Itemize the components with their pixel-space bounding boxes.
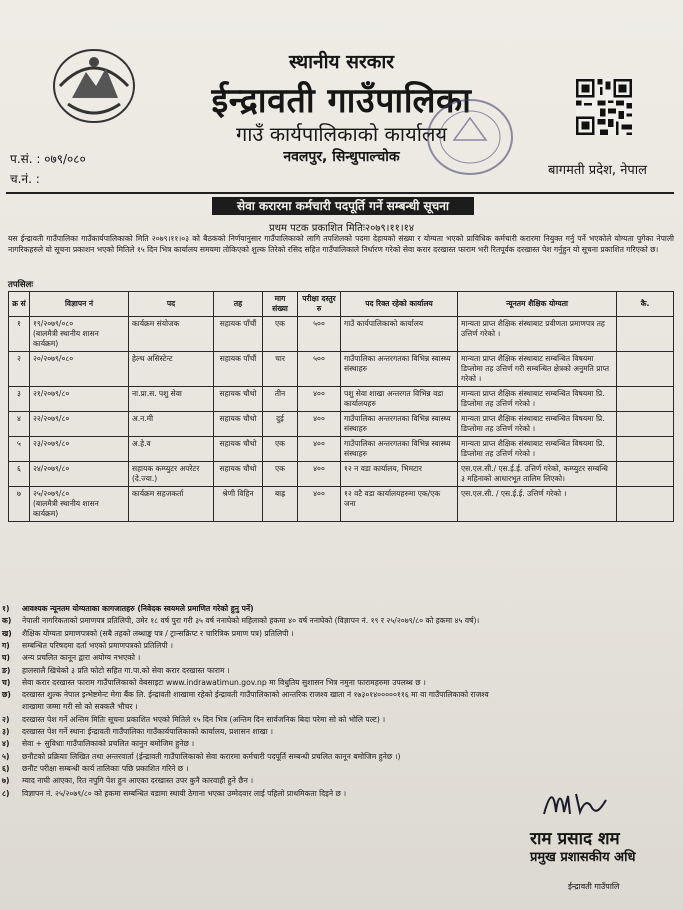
note-text: सेवा + सुविधाः गाउँपालिकाको प्रचलित कानुन बमोजिम हुनेछ । — [22, 739, 195, 749]
col-level: तह — [214, 292, 263, 317]
table-cell: मान्यता प्राप्त शैक्षिक संस्थाबाट सम्बन्धित विषयमा प्रि. डिप्लोमा तह उत्तिर्ण गरेको । — [458, 437, 617, 462]
table-cell: मान्यता प्राप्त शैक्षिक संस्थाबाट सम्बन्धित विषयमा प्रि. डिप्लोमा तह उत्तिर्ण गरेको । — [458, 412, 617, 437]
table-cell: ४ — [9, 412, 30, 437]
table-cell: तीन — [263, 387, 298, 412]
note-marker: ६) — [2, 763, 10, 773]
table-cell: पशु सेवा शाखा अन्तरगत विभिन्न वडा कार्यालयहरु — [341, 387, 458, 412]
col-demand: माग संख्या — [263, 292, 298, 317]
note-marker: ८) — [2, 788, 10, 798]
table-cell: ५०० — [298, 317, 341, 352]
handwritten-signature-icon — [540, 788, 610, 822]
government-title: स्थानीय सरकार — [288, 51, 395, 73]
table-label: तपसिलः — [8, 280, 34, 290]
note-marker: ङ) — [2, 665, 11, 675]
table-row — [9, 352, 674, 387]
table-cell: ७ — [9, 487, 30, 522]
table-cell — [617, 462, 674, 487]
table-cell: एक — [263, 462, 298, 487]
notice-title: सेवा करारमा कर्मचारी पदपूर्ति गर्ने सम्बन्धी सूचना — [212, 197, 474, 215]
table-cell: सहायक कम्प्युटर अपरेटर (दे.ज्या.) — [129, 462, 214, 487]
table-cell: एस.एल.सी./ एस.ई.ई. उत्तिर्ण गरेको, कम्प्युटर सम्बन्धि ३ महिनाको आधारभूत तालिम लिएको। — [458, 462, 617, 487]
table-cell: मान्यता प्राप्त शैक्षिक संस्थाबाट प्रवीणता प्रमाणपत्र तह उत्तिर्ण गरेको । — [458, 317, 617, 352]
note-marker: ग) — [2, 640, 10, 650]
table-cell: सहायक चौथो — [214, 412, 263, 437]
table-cell: सहायक चौथो — [214, 462, 263, 487]
note-marker: ७) — [2, 776, 10, 786]
note-text: विज्ञापन नं. २५/२०७९/८० को हकमा सम्बन्धित वडामा स्थायी ठेगाना भएका उम्मेदवार लाई पहिलो प्राथमिकता दिइने छ । — [22, 788, 347, 798]
table-cell: सहायक पाँचौं — [214, 352, 263, 387]
table-cell: १ — [9, 317, 30, 352]
table-cell: मान्यता प्राप्त शैक्षिक संस्थाबाट सम्बन्धित विषयमा डिप्लोमा तह उत्तिर्ण गरी सम्बन्धित क्षेत्रको अनुमति प्राप्त गरेको । — [458, 352, 617, 387]
note-marker: क) — [2, 616, 12, 626]
table-cell: १२ वटै वडा कार्यालयहरुमा एक/एक जना — [341, 487, 458, 522]
col-ad-number: विज्ञापन नं — [30, 292, 129, 317]
table-row — [9, 317, 674, 352]
note-text: दरखास्त शुल्क नेपाल इन्भेष्टमेन्ट मेगा बैंक लि. ईन्द्रावती शाखामा रहेको ईन्द्रावती गाउँपालिकाको आन्तरिक राजश्व खाता नं १७३०१४०००००११६ मा वा गाउँपालिकाको राजश्व — [22, 690, 489, 700]
table-cell: सहायक पाँचौं — [214, 317, 263, 352]
note-marker: ३) — [2, 727, 10, 736]
signatory-org: ईन्द्रावती गाउँपालि — [568, 882, 620, 891]
table-cell: २१/२०७९/८० — [30, 387, 129, 412]
signatory-title: प्रमुख प्रशासकीय अधि — [530, 850, 636, 865]
table-cell: हेल्थ असिस्टेन्ट — [129, 352, 214, 387]
table-header-row — [9, 292, 674, 317]
note-text: सम्बन्धित परिषदमा दर्ता भएको प्रमाणपत्रको प्रतिलिपी । — [22, 640, 173, 650]
note-marker: ५) — [2, 751, 10, 761]
note-text: छनौट परीक्षा सम्बन्धी कार्य तालिकाः पछि प्रकाशित गरिने छ । — [22, 763, 189, 773]
table-row — [9, 437, 674, 462]
note-text: दरखास्त पेश गर्ने स्थानः ईन्द्रावती गाउँपालिका गाउँकार्यपालिकाको कार्यालय, प्रशासन शाखा । — [22, 727, 273, 736]
table-cell — [617, 317, 674, 352]
table-cell: एक — [263, 437, 298, 462]
publication-date: प्रथम पटक प्रकाशित मितिः२०७९।११।१४ — [268, 223, 415, 234]
note-marker: छ) — [2, 690, 11, 700]
table-cell: ५ — [9, 437, 30, 462]
note-item — [2, 764, 672, 774]
note-item — [2, 604, 672, 614]
table-cell: १९/२०७९/०८० (बालमैत्री स्थानीय शासन कार्यक्रम) — [30, 317, 129, 352]
table-cell: कार्यक्रम संयोजक — [129, 317, 214, 352]
table-cell — [617, 437, 674, 462]
note-marker: १) — [2, 604, 10, 613]
table-cell: गाउँपालिका अन्तरगतका विभिन्न स्वास्थ्य संस्थाहरु — [341, 352, 458, 387]
col-remarks: कै. — [617, 292, 674, 317]
table-cell: चार — [263, 352, 298, 387]
table-cell: २२/२०७९/८० — [30, 412, 129, 437]
table-cell: अ.हे.व — [129, 437, 214, 462]
table-cell — [617, 387, 674, 412]
note-item — [2, 715, 672, 725]
note-item — [2, 739, 672, 749]
note-text: आवश्यक न्यूनतम योग्यताका कागजातहरु (निवेदक स्वयमले प्रमाणित गरेको हुनु पर्ने) — [22, 604, 254, 613]
col-position: पद — [129, 292, 214, 317]
table-cell: ४०० — [298, 387, 341, 412]
note-marker: घ) — [2, 653, 10, 663]
col-office: पद रिक्त रहेको कार्यालय — [341, 292, 458, 317]
table-cell: ना.प्रा.स. पशु सेवा — [129, 387, 214, 412]
table-row — [9, 387, 674, 412]
qr-code-icon — [576, 74, 632, 140]
note-marker: ४) — [2, 739, 10, 749]
table-cell: ४०० — [298, 437, 341, 462]
table-cell: एस.एल.सी. / एस.ई.ई. उत्तिर्ण गरेको । — [458, 487, 617, 522]
table-cell: कार्यक्रम सहजकर्ता — [129, 487, 214, 522]
note-marker: ख) — [2, 628, 12, 638]
table-cell: २ — [9, 352, 30, 387]
municipality-title: ईन्द्रावती गाउँपालिका — [211, 81, 472, 121]
note-item — [2, 616, 672, 626]
table-cell: १२ न वडा कार्यालय, भिमटार — [341, 462, 458, 487]
table-cell: गाउँपालिका अन्तरगतका विभिन्न स्वास्थ्य संस्थाहरु — [341, 412, 458, 437]
note-text: नेपाली नागरिकताको प्रमाणपत्र प्रतिलिपी, उमेर १८ वर्ष पुरा गरी ३५ वर्ष ननाघेको महिलाको हकमा ४० वर्ष ननाघेको (विज्ञापन नं. १९ र २५/२०७९/८० को हकमा ४५ वर्ष)। — [22, 616, 480, 626]
table-cell: बाह्र — [263, 487, 298, 522]
note-text: दरखास्त पेश गर्ने अन्तिम मितिः सूचना प्रकाशित भएको मितिले १५ दिन भित्र (अन्तिम दिन सार्वजनिक बिदा परेमा सो को भोलि पल्ट) । — [22, 714, 386, 724]
table-cell: ४०० — [298, 487, 341, 522]
office-stamp-icon — [424, 96, 516, 178]
table-cell: श्रेणी विहिन — [214, 487, 263, 522]
note-item — [2, 666, 672, 676]
table-cell: अ.न.मी — [129, 412, 214, 437]
vacancy-table — [8, 291, 674, 522]
table-cell — [617, 412, 674, 437]
table-cell: २३/२०७९/८० — [30, 437, 129, 462]
col-fee: परीक्षा दस्तुर रु — [298, 292, 341, 317]
table-cell: सहायक चौथो — [214, 437, 263, 462]
note-item — [2, 678, 672, 688]
col-qualification: न्यूनतम शैक्षिक योग्यता — [458, 292, 617, 317]
table-cell: सहायक चौथो — [214, 387, 263, 412]
table-cell: गाउँ कार्यपालिकाको कार्यालय — [341, 317, 458, 352]
province-label: बागमती प्रदेश, नेपाल — [548, 163, 647, 178]
table-cell: गाउँपालिका अन्तरगतका विभिन्न स्वास्थ्य संस्थाहरु — [341, 437, 458, 462]
table-cell: ३ — [9, 387, 30, 412]
table-cell: ४०० — [298, 412, 341, 437]
intro-paragraph: यस ईन्द्रावती गाउँपालिका गाउँकार्यपालिकाको मिति २०७९।११।०३ को बैठकको निर्णयानुसार गाउँपालिकाको लागि तपशिलको पदमा देहायको संख्या र योग्यता भएको प्राविधिक कर्मचारी करारमा नियुक्त गर्नु पर्ने भएकोले योग्यता पुगेका नेपाली नागरिकहरुले यो सूचना प्रकाशन भएको मितिले १५ दिन भित्र कार्यालय समयमा तोकिएको शुल्क तिरेको रसिद सहित गाउँपालिकाले निर्धारण गरेको सेवा करार दरखास्त फाराम भरी रितपूर्वक दरखास्त पेश गर्नुहुन यो सूचना प्रकाशित गरिएको छ। — [8, 234, 674, 254]
table-cell: ६ — [9, 462, 30, 487]
table-cell: ४०० — [298, 462, 341, 487]
note-text: म्याद नाघी आएका, रित नपुगि पेश हुन आएका दरखास्त उपर कुनै कारवाही हुने छैन । — [22, 776, 254, 786]
note-marker: २) — [2, 714, 10, 724]
table-cell: मान्यता प्राप्त शैक्षिक संस्थाबाट सम्बन्धित विषयमा प्रि. डिप्लोमा तह उत्तिर्ण गरेको । — [458, 387, 617, 412]
fiscal-year-label: प.सं. : ०७९/०८० — [10, 152, 86, 166]
table-cell — [617, 352, 674, 387]
note-text: छनौटको प्रक्रियाः लिखित तथा अन्तरवार्ता (ईन्द्रावती गाउँपालिकाको सेवा करारमा कर्मचारी पदपूर्ति सम्बन्धी प्रचलित कानून बमोजिम हुनेछ ।) — [22, 751, 401, 761]
note-item — [2, 641, 672, 651]
signatory-name: राम प्रसाद शम — [530, 829, 620, 849]
table-row — [9, 487, 674, 522]
dispatch-number-label: च.नं. : — [10, 172, 40, 186]
office-title: गाउँ कार्यपालिकाको कार्यालय — [235, 122, 448, 146]
table-cell: एक — [263, 317, 298, 352]
office-address: नवलपुर, सिन्धुपाल्चोक — [283, 149, 400, 165]
note-text: सेवा करार दरखास्त फाराम गाउँपालिकाको वेबसाइटः www.indrawatimun.gov.np मा विधुतिय सुशासन भित्र नमुना फारामहरुमा उपलब्ध छ । — [22, 677, 426, 687]
note-marker: च) — [2, 677, 11, 687]
note-text: हालसालै खिचेको ३ प्रति फोटो सहित गा.पा.को सेवा करार दरखास्त फाराम । — [22, 665, 230, 675]
note-item — [2, 690, 672, 700]
note-item — [2, 653, 672, 663]
note-text: शाखामा जम्मा गरी सो को सक्कलै भौचर । — [22, 702, 138, 712]
table-row — [9, 462, 674, 487]
note-text: शैक्षिक योग्यता प्रमाणपत्रको (सबै तहको लब्धाङ्क पत्र / ट्रान्सक्रिप्ट र चारित्रिक प्रमाण पत्र) प्रतिलिपी । — [22, 628, 294, 638]
col-serial: क्र सं — [9, 292, 30, 317]
header-divider — [6, 192, 674, 194]
table-row — [9, 412, 674, 437]
note-item — [2, 702, 672, 712]
note-text: अन्य प्रचलित कानून द्वारा अयोग्य नभएको । — [22, 653, 141, 663]
table-cell: २४/२०७९/८० — [30, 462, 129, 487]
note-item — [2, 776, 672, 786]
table-cell: दुई — [263, 412, 298, 437]
note-item — [2, 727, 672, 737]
note-item — [2, 752, 672, 762]
table-cell: २५/२०७९/८० (बालमैत्री स्थानीय शासन कार्यक्रम) — [30, 487, 129, 522]
table-cell: ५०० — [298, 352, 341, 387]
table-cell: २०/२०७९/०८० — [30, 352, 129, 387]
note-item — [2, 629, 672, 639]
table-cell — [617, 487, 674, 522]
